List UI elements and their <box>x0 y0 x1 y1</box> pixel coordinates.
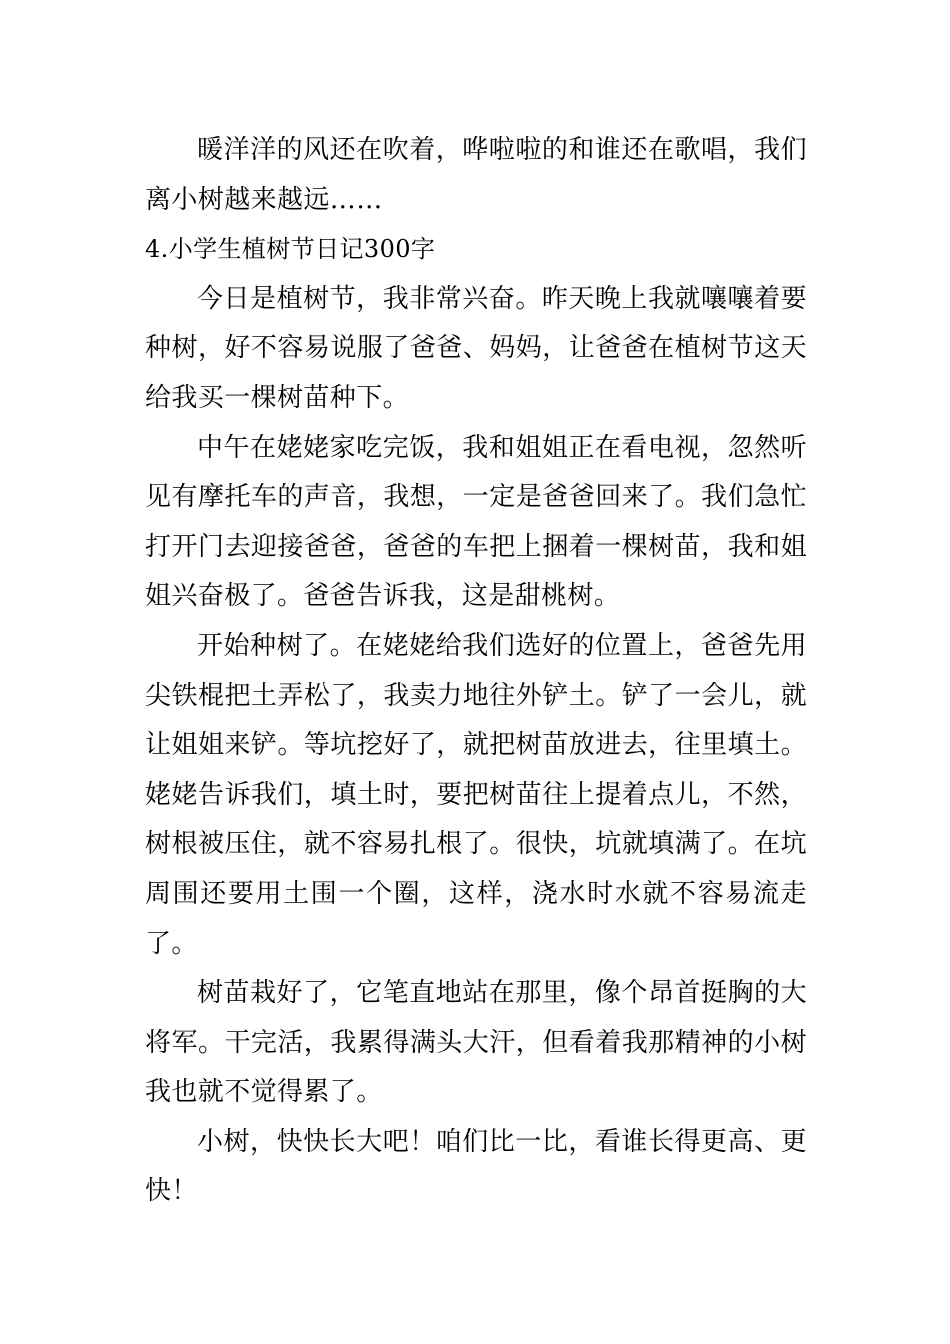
paragraph-2: 中午在姥姥家吃完饭，我和姐姐正在看电视，忽然听见有摩托车的声音，我想，一定是爸爸回来了。我们急忙打开门去迎接爸爸，爸爸的车把上捆着一棵树苗，我和姐姐兴奋极了。爸爸告诉我，这是甜桃树。 <box>145 432 807 612</box>
section-heading: 4.小学生植树节日记300字 <box>145 235 436 264</box>
continued-paragraph: 暖洋洋的风还在吹着，哗啦啦的和谁还在歌唱，我们离小树越来越远…… <box>145 135 807 215</box>
paragraph-3: 开始种树了。在姥姥给我们选好的位置上，爸爸先用尖铁棍把土弄松了，我卖力地往外铲土。铲了一会儿，就让姐姐来铲。等坑挖好了，就把树苗放进去，往里填土。姥姥告诉我们，填土时，要把树苗往上提着点儿，不然，树根被压住，就不容易扎根了。很快，坑就填满了。在坑周围还要用土围一个圈，这样，浇水时水就不容易流走了。 <box>145 630 807 959</box>
paragraph-1: 今日是植树节，我非常兴奋。昨天晚上我就嚷嚷着要种树，好不容易说服了爸爸、妈妈，让爸爸在植树节这天给我买一棵树苗种下。 <box>145 283 807 413</box>
document-body <box>145 126 807 1217</box>
paragraph-4: 树苗栽好了，它笔直地站在那里，像个昂首挺胸的大将军。干完活，我累得满头大汗，但看着我那精神的小树我也就不觉得累了。 <box>145 978 807 1108</box>
paragraph-5: 小树，快快长大吧！咱们比一比，看谁长得更高、更快！ <box>145 1126 807 1207</box>
